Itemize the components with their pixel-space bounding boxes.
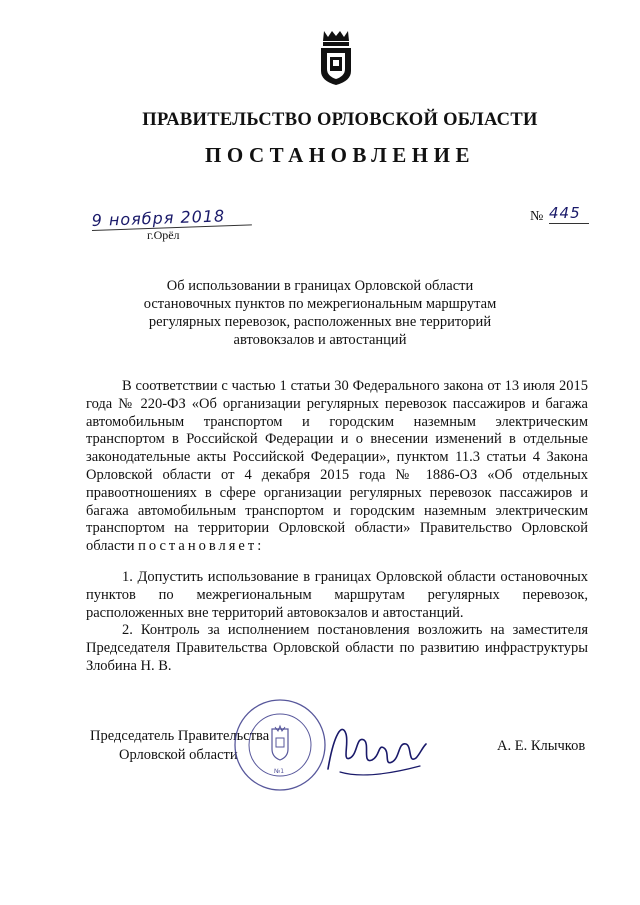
- resolution-item: 1. Допустить использование в границах Орловской области остановочных пунктов по межрегиональным маршрутам регулярных перевозок, расположенных вне территорий автовокзалов и автостанций.: [86, 569, 588, 621]
- handwritten-signature: [320, 714, 430, 784]
- official-stamp: [232, 697, 328, 793]
- government-name: ПРАВИТЕЛЬСТВО ОРЛОВСКОЙ ОБЛАСТИ: [142, 110, 538, 130]
- handwritten-date: 9 ноября 2018: [91, 206, 252, 231]
- city-label: г.Орёл: [147, 228, 180, 242]
- position-line: Председатель Правительства: [90, 728, 270, 744]
- position-line: Орловской области: [119, 747, 238, 763]
- document-subject: [120, 277, 520, 349]
- svg-text:№1: №1: [274, 768, 285, 775]
- subject-line: Об использовании в границах Орловской области: [166, 278, 474, 294]
- signatory-name: А. Е. Клычков: [497, 738, 586, 754]
- document-title: ПОСТАНОВЛЕНИЕ: [205, 143, 475, 167]
- handwritten-number: 445: [549, 203, 589, 224]
- resolution-item: 2. Контроль за исполнением постановления возложить на заместителя Председателя Правительства Орловской области по развитию инфраструктуры Злобина Н. В.: [86, 622, 588, 674]
- resolves-word: постановляет:: [138, 538, 265, 555]
- number-label: №: [530, 209, 544, 224]
- subject-line: остановочных пунктов по межрегиональным маршрутам: [143, 296, 497, 312]
- preamble-text: В соответствии с частью 1 статьи 30 Федерального закона от 13 июля 2015 года № 220-ФЗ «Об организации регулярных перевозок пассажиров и багажа автомобильным транспортом и городским наземным электрическим транспортом в Российской Федерации и о внесении изменений в отдельные законодательные акты Российской Федерации», пунктом 11.3 статьи 4 Закона Орловской области от 4 декабря 2015 года № 1886-ОЗ «Об отдельных правоотношениях в сфере организации регулярных перевозок пассажиров и багажа автомобильным транспортом и городским наземным электрическим транспортом на территории Орловской области» Правительство Орловской области: [86, 378, 588, 555]
- resolution-items: [86, 569, 588, 676]
- subject-line: регулярных перевозок, расположенных вне территорий: [148, 314, 492, 330]
- coat-of-arms-emblem: [316, 27, 356, 87]
- preamble-paragraph: [86, 378, 588, 556]
- subject-line: автовокзалов и автостанций: [233, 332, 407, 348]
